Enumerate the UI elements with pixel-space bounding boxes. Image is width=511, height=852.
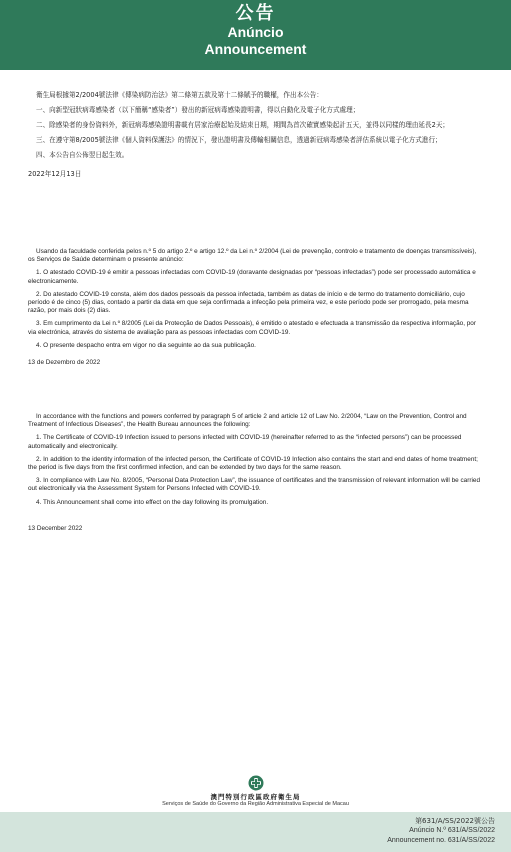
zh-item-3: 三、在遵守第8/2005號法律《個人資料保護法》的情況下，發出證明書及傳輸相關信息，透過新冠病毒感染者評估系統以電子化方式進行；	[36, 136, 442, 144]
pt-item-2: 2. Do atestado COVID-19 consta, além dos dados pessoais da pessoa infectada, também as datas de início e de termo do tratamento domiciliário, cujo período é de cinco (5) dias, contado a partir da data em que seja confirmada a infecção pela primeira vez, e este período pode ser prorrogado, pela mesma razão, por mais dois (2) dias.	[28, 290, 469, 315]
chinese-section	[28, 90, 484, 179]
title-en: Announcement	[204, 41, 307, 57]
pt-item-3: 3. Em cumprimento da Lei n.º 8/2005 (Lei da Protecção de Dados Pessoais), é emitido o atestado e efectuada a transmissão da respectiva informação, por via electrónica, através do sistema de avaliação para as pessoas infectadas com COVID-19.	[28, 320, 476, 336]
pt-item-4: 4. O presente despacho entra em vigor no dia seguinte ao da sua publicação.	[36, 341, 256, 349]
en-date: 13 December 2022	[28, 524, 83, 532]
zh-item-4: 四、本公告自公佈翌日起生效。	[36, 151, 129, 159]
en-item-4: 4. This Announcement shall come into effect on the day following its promulgation.	[36, 498, 269, 506]
pt-item-1: 1. O atestado COVID-19 é emitir a pessoas infectadas com COVID-19 (doravante designadas por “pessoas infectadas”) pode ser processado automática e electronicamente.	[28, 269, 476, 285]
portuguese-section	[28, 248, 484, 367]
english-section	[28, 413, 484, 533]
zh-item-1: 一、向新型冠狀病毒感染者（以下簡稱“感染者”）發出的新冠病毒感染證明書，得以自動化及電子化方式處理；	[36, 106, 360, 114]
health-bureau-logo	[0, 775, 511, 807]
en-intro: In accordance with the functions and powers conferred by paragraph 5 of article 2 and article 12 of Law No. 2/2004, “Law on the Prevention, Control and Treatment of Infectious Diseases”, the Health Bureau announces the following:	[28, 413, 467, 429]
health-bureau-cross-icon	[248, 775, 264, 791]
title-zh: 公告	[235, 3, 276, 24]
en-item-2: 2. In addition to the identity information of the infected person, the Certificate of COVID-19 Infection also contains the start and end dates of home treatment; the period is five days from the first confirmed infection, and can be extended by two days for the same reason.	[28, 455, 478, 472]
announcement-footer	[0, 812, 511, 852]
logo-text-zh: 澳門特別行政區政府衛生局	[210, 793, 301, 801]
zh-item-2: 二、除感染者的身份資料外，新冠病毒感染證明書載有居家治療起始及結束日期，期間為首次確實感染起計五天，並得以同樣的理由延長2天；	[36, 121, 450, 129]
pt-intro: Usando da faculdade conferida pelos n.º 5 do artigo 2.º e artigo 12.º da Lei n.º 2/2004 (Lei de prevenção, controlo e tratamento de doenças transmissíveis), os Serviços de Saúde determinam o presente anúncio:	[28, 248, 477, 264]
zh-date: 2022年12月13日	[28, 170, 82, 178]
announcement-number-pt: Anúncio N.º 631/A/SS/2022	[409, 827, 495, 834]
logo-text-pt: Serviços de Saúde do Governo da Região Administrativa Especial de Macau	[162, 801, 349, 807]
en-item-3: 3. In compliance with Law No. 8/2005, “Personal Data Protection Law”, the issuance of certificates and the transmission of relevant information will be carried out electronically via the Assessment System for Persons Infected with COVID-19.	[28, 477, 481, 493]
pt-date: 13 de Dezembro de 2022	[28, 359, 101, 367]
announcement-number-zh: 第631/A/SS/2022號公告	[415, 817, 495, 825]
announcement-number-en: Announcement no. 631/A/SS/2022	[387, 837, 495, 844]
en-item-1: 1. The Certificate of COVID-19 Infection issued to persons infected with COVID-19 (hereinafter referred to as the “infected persons”) can be processed automatically and electronically.	[28, 434, 462, 450]
announcement-header	[0, 0, 511, 70]
title-pt: Anúncio	[227, 24, 284, 40]
zh-intro: 衛生局根據第2/2004號法律《傳染病防治法》第二條第五款及第十二條賦予的職權，作出本公告：	[36, 91, 323, 99]
